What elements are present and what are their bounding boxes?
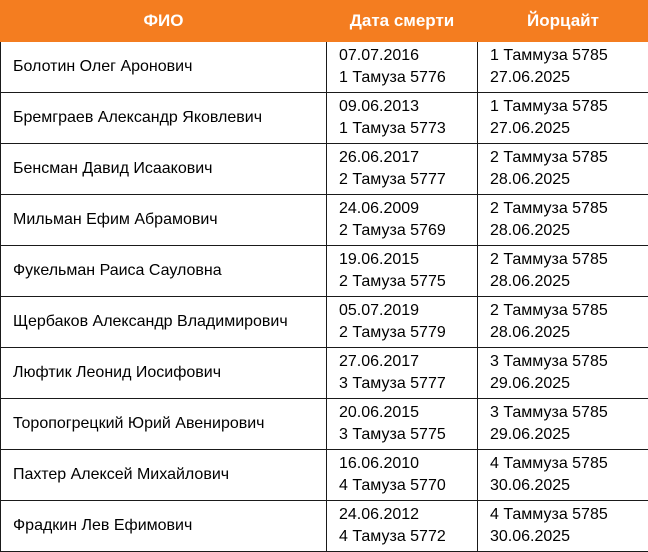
yahrzeit-date: 27.06.2025 — [490, 118, 648, 140]
table-row — [1, 501, 648, 552]
yahrzeit-hebrew-date: 3 Таммуза 5785 — [490, 351, 648, 373]
cell-name: Люфтик Леонид Иосифович — [1, 348, 327, 399]
cell-death — [327, 93, 478, 144]
yahrzeit-hebrew-date: 2 Таммуза 5785 — [490, 147, 648, 169]
table-row — [1, 195, 648, 246]
table-row — [1, 399, 648, 450]
cell-yahrzeit — [478, 195, 648, 246]
death-date: 26.06.2017 — [339, 147, 477, 169]
yahrzeit-hebrew-date: 4 Таммуза 5785 — [490, 504, 648, 526]
header-row — [1, 1, 648, 42]
yahrzeit-hebrew-date: 2 Таммуза 5785 — [490, 300, 648, 322]
yahrzeit-date: 28.06.2025 — [490, 322, 648, 344]
death-date: 20.06.2015 — [339, 402, 477, 424]
death-date: 24.06.2009 — [339, 198, 477, 220]
death-date: 19.06.2015 — [339, 249, 477, 271]
table-row — [1, 450, 648, 501]
cell-yahrzeit — [478, 42, 648, 93]
death-hebrew-date: 2 Тамуза 5769 — [339, 220, 477, 242]
header-yahrzeit: Йорцайт — [478, 1, 648, 42]
yahrzeit-date: 29.06.2025 — [490, 424, 648, 446]
table-body — [1, 42, 648, 552]
death-date: 24.06.2012 — [339, 504, 477, 526]
yahrzeit-date: 30.06.2025 — [490, 526, 648, 548]
cell-death — [327, 399, 478, 450]
cell-name: Болотин Олег Аронович — [1, 42, 327, 93]
death-date: 07.07.2016 — [339, 45, 477, 67]
cell-yahrzeit — [478, 144, 648, 195]
yahrzeit-date: 28.06.2025 — [490, 220, 648, 242]
cell-name: Бенсман Давид Исаакович — [1, 144, 327, 195]
yahrzeit-hebrew-date: 1 Таммуза 5785 — [490, 96, 648, 118]
table-row — [1, 93, 648, 144]
table-row — [1, 144, 648, 195]
death-hebrew-date: 3 Тамуза 5775 — [339, 424, 477, 446]
header-name: ФИО — [1, 1, 327, 42]
death-hebrew-date: 3 Тамуза 5777 — [339, 373, 477, 395]
table-row — [1, 297, 648, 348]
table-row — [1, 42, 648, 93]
yahrzeit-hebrew-date: 3 Таммуза 5785 — [490, 402, 648, 424]
cell-death — [327, 348, 478, 399]
cell-death — [327, 297, 478, 348]
cell-name: Пахтер Алексей Михайлович — [1, 450, 327, 501]
cell-name: Бремграев Александр Яковлевич — [1, 93, 327, 144]
header-death-date: Дата смерти — [327, 1, 478, 42]
death-hebrew-date: 2 Тамуза 5775 — [339, 271, 477, 293]
cell-death — [327, 144, 478, 195]
death-date: 27.06.2017 — [339, 351, 477, 373]
cell-yahrzeit — [478, 93, 648, 144]
yahrzeit-hebrew-date: 2 Таммуза 5785 — [490, 198, 648, 220]
cell-name: Фукельман Раиса Сауловна — [1, 246, 327, 297]
cell-yahrzeit — [478, 246, 648, 297]
yahrzeit-date: 28.06.2025 — [490, 271, 648, 293]
yahrzeit-hebrew-date: 1 Таммуза 5785 — [490, 45, 648, 67]
death-hebrew-date: 4 Тамуза 5772 — [339, 526, 477, 548]
yahrzeit-hebrew-date: 4 Таммуза 5785 — [490, 453, 648, 475]
cell-name: Торопогрецкий Юрий Авенирович — [1, 399, 327, 450]
cell-death — [327, 42, 478, 93]
cell-yahrzeit — [478, 348, 648, 399]
table-header — [1, 1, 648, 42]
table-row — [1, 348, 648, 399]
death-date: 09.06.2013 — [339, 96, 477, 118]
death-date: 05.07.2019 — [339, 300, 477, 322]
death-hebrew-date: 1 Тамуза 5776 — [339, 67, 477, 89]
death-hebrew-date: 1 Тамуза 5773 — [339, 118, 477, 140]
cell-yahrzeit — [478, 501, 648, 552]
yahrzeit-date: 28.06.2025 — [490, 169, 648, 191]
death-hebrew-date: 4 Тамуза 5770 — [339, 475, 477, 497]
death-hebrew-date: 2 Тамуза 5777 — [339, 169, 477, 191]
yahrzeit-date: 30.06.2025 — [490, 475, 648, 497]
cell-death — [327, 501, 478, 552]
yahrzeit-hebrew-date: 2 Таммуза 5785 — [490, 249, 648, 271]
cell-yahrzeit — [478, 297, 648, 348]
cell-death — [327, 450, 478, 501]
cell-death — [327, 195, 478, 246]
death-hebrew-date: 2 Тамуза 5779 — [339, 322, 477, 344]
table-row — [1, 246, 648, 297]
cell-yahrzeit — [478, 450, 648, 501]
yahrzeit-date: 27.06.2025 — [490, 67, 648, 89]
cell-yahrzeit — [478, 399, 648, 450]
cell-name: Щербаков Александр Владимирович — [1, 297, 327, 348]
yahrzeit-date: 29.06.2025 — [490, 373, 648, 395]
cell-death — [327, 246, 478, 297]
cell-name: Фрадкин Лев Ефимович — [1, 501, 327, 552]
cell-name: Мильман Ефим Абрамович — [1, 195, 327, 246]
death-date: 16.06.2010 — [339, 453, 477, 475]
